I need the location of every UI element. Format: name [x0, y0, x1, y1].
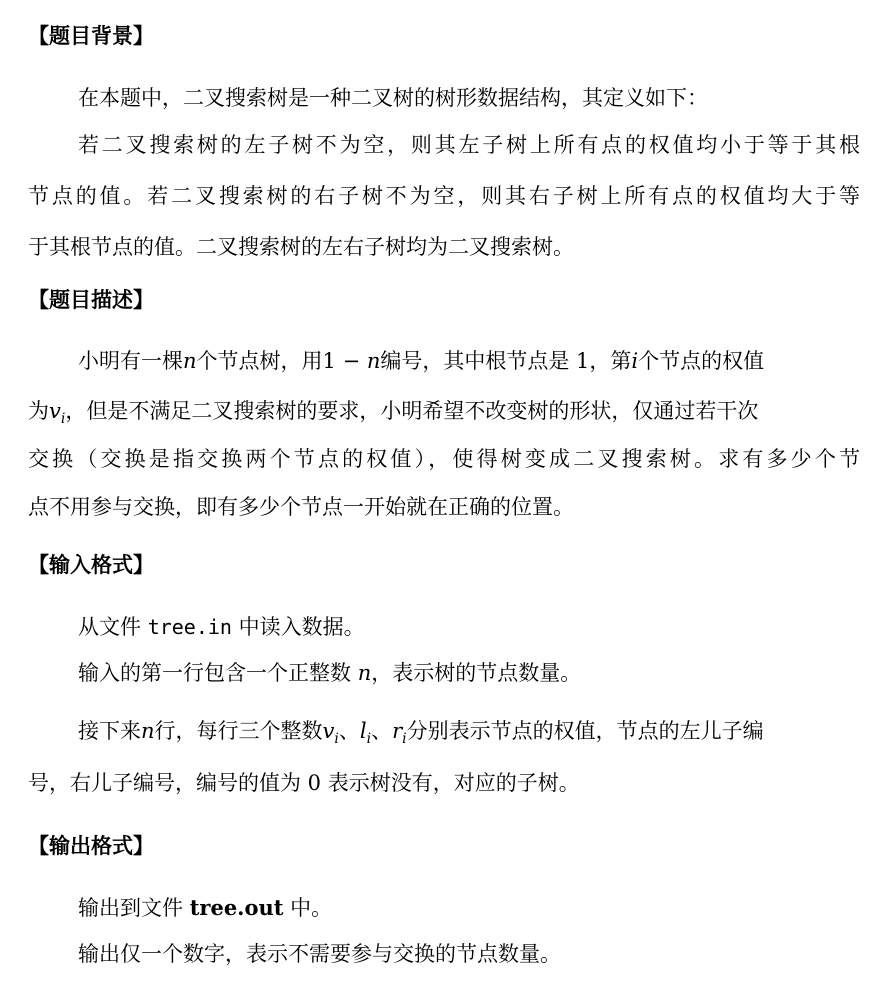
description-line-2: 为$v_i$，但是不满足二叉搜索树的要求，小明希望不改变树的形状，仅通过若干次 [28, 399, 759, 427]
background-line-3: 节点的值。若二叉搜索树的右子树不为空，则其右子树上所有点的权值均大于等 [28, 184, 860, 208]
input-line-4: 号，右儿子编号，编号的值为 0 表示树没有，对应的子树。 [28, 771, 580, 795]
heading-background: 【题目背景】 [28, 24, 154, 48]
heading-description: 【题目描述】 [28, 288, 154, 312]
background-line-1: 在本题中，二叉搜索树是一种二叉树的树形数据结构，其定义如下： [78, 86, 708, 110]
input-line-2: 输入的第一行包含一个正整数 n，表示树的节点数量。 [78, 661, 582, 685]
output-line-2: 输出仅一个数字，表示不需要参与交换的节点数量。 [78, 942, 561, 966]
description-line-3: 交换（交换是指交换两个节点的权值），使得树变成二叉搜索树。求有多少个节 [28, 447, 860, 471]
description-paragraph [28, 347, 860, 521]
input-line-3: 接下来n行，每行三个整数$v_i$、$l_i$、$r_i$分别表示节点的权值，节点的左儿子编 [78, 719, 764, 747]
input-filename: tree.in [147, 615, 232, 639]
input-paragraph [28, 613, 860, 797]
output-line-1: 输出到文件 tree.out 中。 [78, 895, 333, 920]
background-paragraph [28, 84, 860, 261]
output-filename: tree.out [189, 895, 284, 920]
input-line-1: 从文件 tree.in 中读入数据。 [78, 615, 365, 639]
heading-input-format: 【输入格式】 [28, 553, 154, 577]
output-paragraph [28, 894, 860, 968]
background-line-2: 若二叉搜索树的左子树不为空，则其左子树上所有点的权值均小于等于其根 [78, 133, 860, 157]
heading-output-format: 【输出格式】 [28, 834, 154, 858]
background-line-4: 于其根节点的值。二叉搜索树的左右子树均为二叉搜索树。 [28, 235, 574, 259]
description-line-1: 小明有一棵n个节点树，用1 − n编号，其中根节点是 1，第i个节点的权值 [78, 349, 765, 373]
description-line-4: 点不用参与交换，即有多少个节点一开始就在正确的位置。 [28, 495, 574, 519]
